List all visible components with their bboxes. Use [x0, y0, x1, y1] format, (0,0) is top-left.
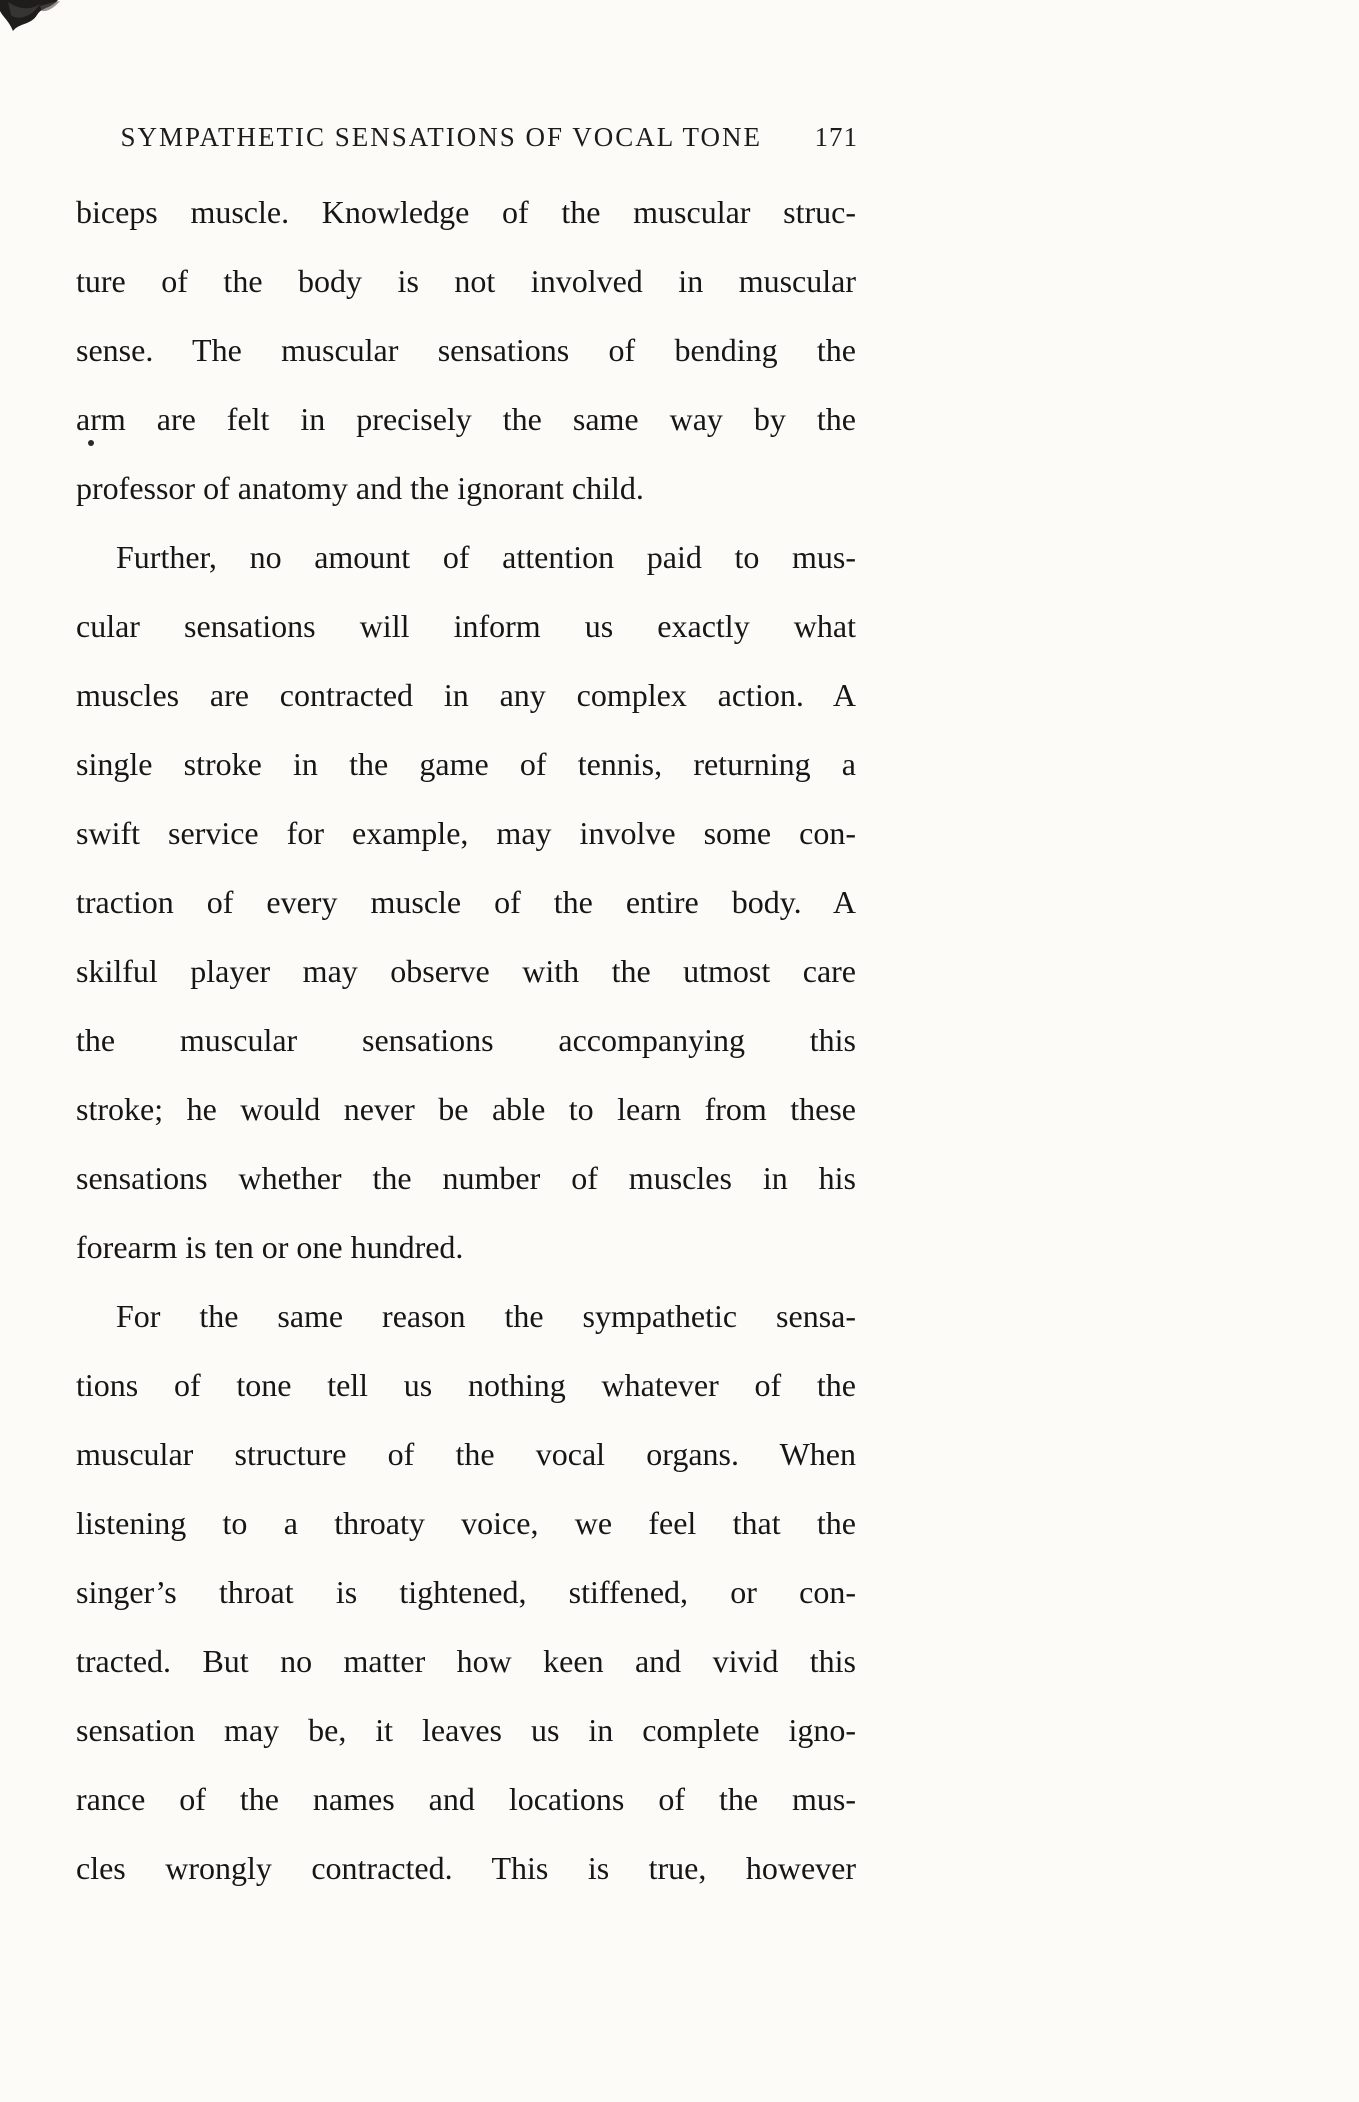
paragraph-3 — [76, 1282, 856, 1903]
text-line: sensation may be, it leaves us in complete igno- — [76, 1712, 856, 1748]
text-line: tions of tone tell us nothing whatever of the — [76, 1367, 856, 1403]
text-line: arm are felt in precisely the same way by the — [76, 401, 856, 437]
text-line: forearm is ten or one hundred. — [76, 1229, 464, 1265]
text-line: muscular structure of the vocal organs. When — [76, 1436, 856, 1472]
text-line: ture of the body is not involved in muscular — [76, 263, 856, 299]
text-line: biceps muscle. Knowledge of the muscular struc- — [76, 194, 856, 230]
text-line: single stroke in the game of tennis, returning a — [76, 746, 856, 782]
text-line: For the same reason the sympathetic sensa- — [116, 1298, 856, 1334]
paragraph-2 — [76, 523, 856, 1282]
text-line: Further, no amount of attention paid to mus- — [116, 539, 856, 575]
text-line: professor of anatomy and the ignorant child. — [76, 470, 644, 506]
print-dot-artifact — [88, 440, 94, 446]
text-line: traction of every muscle of the entire body. A — [76, 884, 856, 920]
text-line: sense. The muscular sensations of bending the — [76, 332, 856, 368]
text-line: stroke; he would never be able to learn from these — [76, 1091, 856, 1127]
text-line: skilful player may observe with the utmost care — [76, 953, 856, 989]
page-number: 171 — [814, 122, 858, 152]
text-line: rance of the names and locations of the mus- — [76, 1781, 856, 1817]
text-line: cles wrongly contracted. This is true, however — [76, 1850, 856, 1886]
text-line: muscles are contracted in any complex action. A — [76, 677, 856, 713]
paragraph-1 — [76, 178, 856, 523]
running-header — [78, 120, 858, 154]
text-line: swift service for example, may involve some con- — [76, 815, 856, 851]
text-line: singer’s throat is tightened, stiffened, or con- — [76, 1574, 856, 1610]
running-header-title: SYMPATHETIC SENSATIONS OF VOCAL TONE — [120, 122, 763, 152]
ink-smudge-artifact — [0, 0, 96, 64]
text-line: cular sensations will inform us exactly what — [76, 608, 856, 644]
text-line: the muscular sensations accompanying this — [76, 1022, 856, 1058]
text-line: listening to a throaty voice, we feel that the — [76, 1505, 856, 1541]
body-text — [76, 178, 856, 1903]
text-line: tracted. But no matter how keen and vivid this — [76, 1643, 856, 1679]
text-line: sensations whether the number of muscles in his — [76, 1160, 856, 1196]
